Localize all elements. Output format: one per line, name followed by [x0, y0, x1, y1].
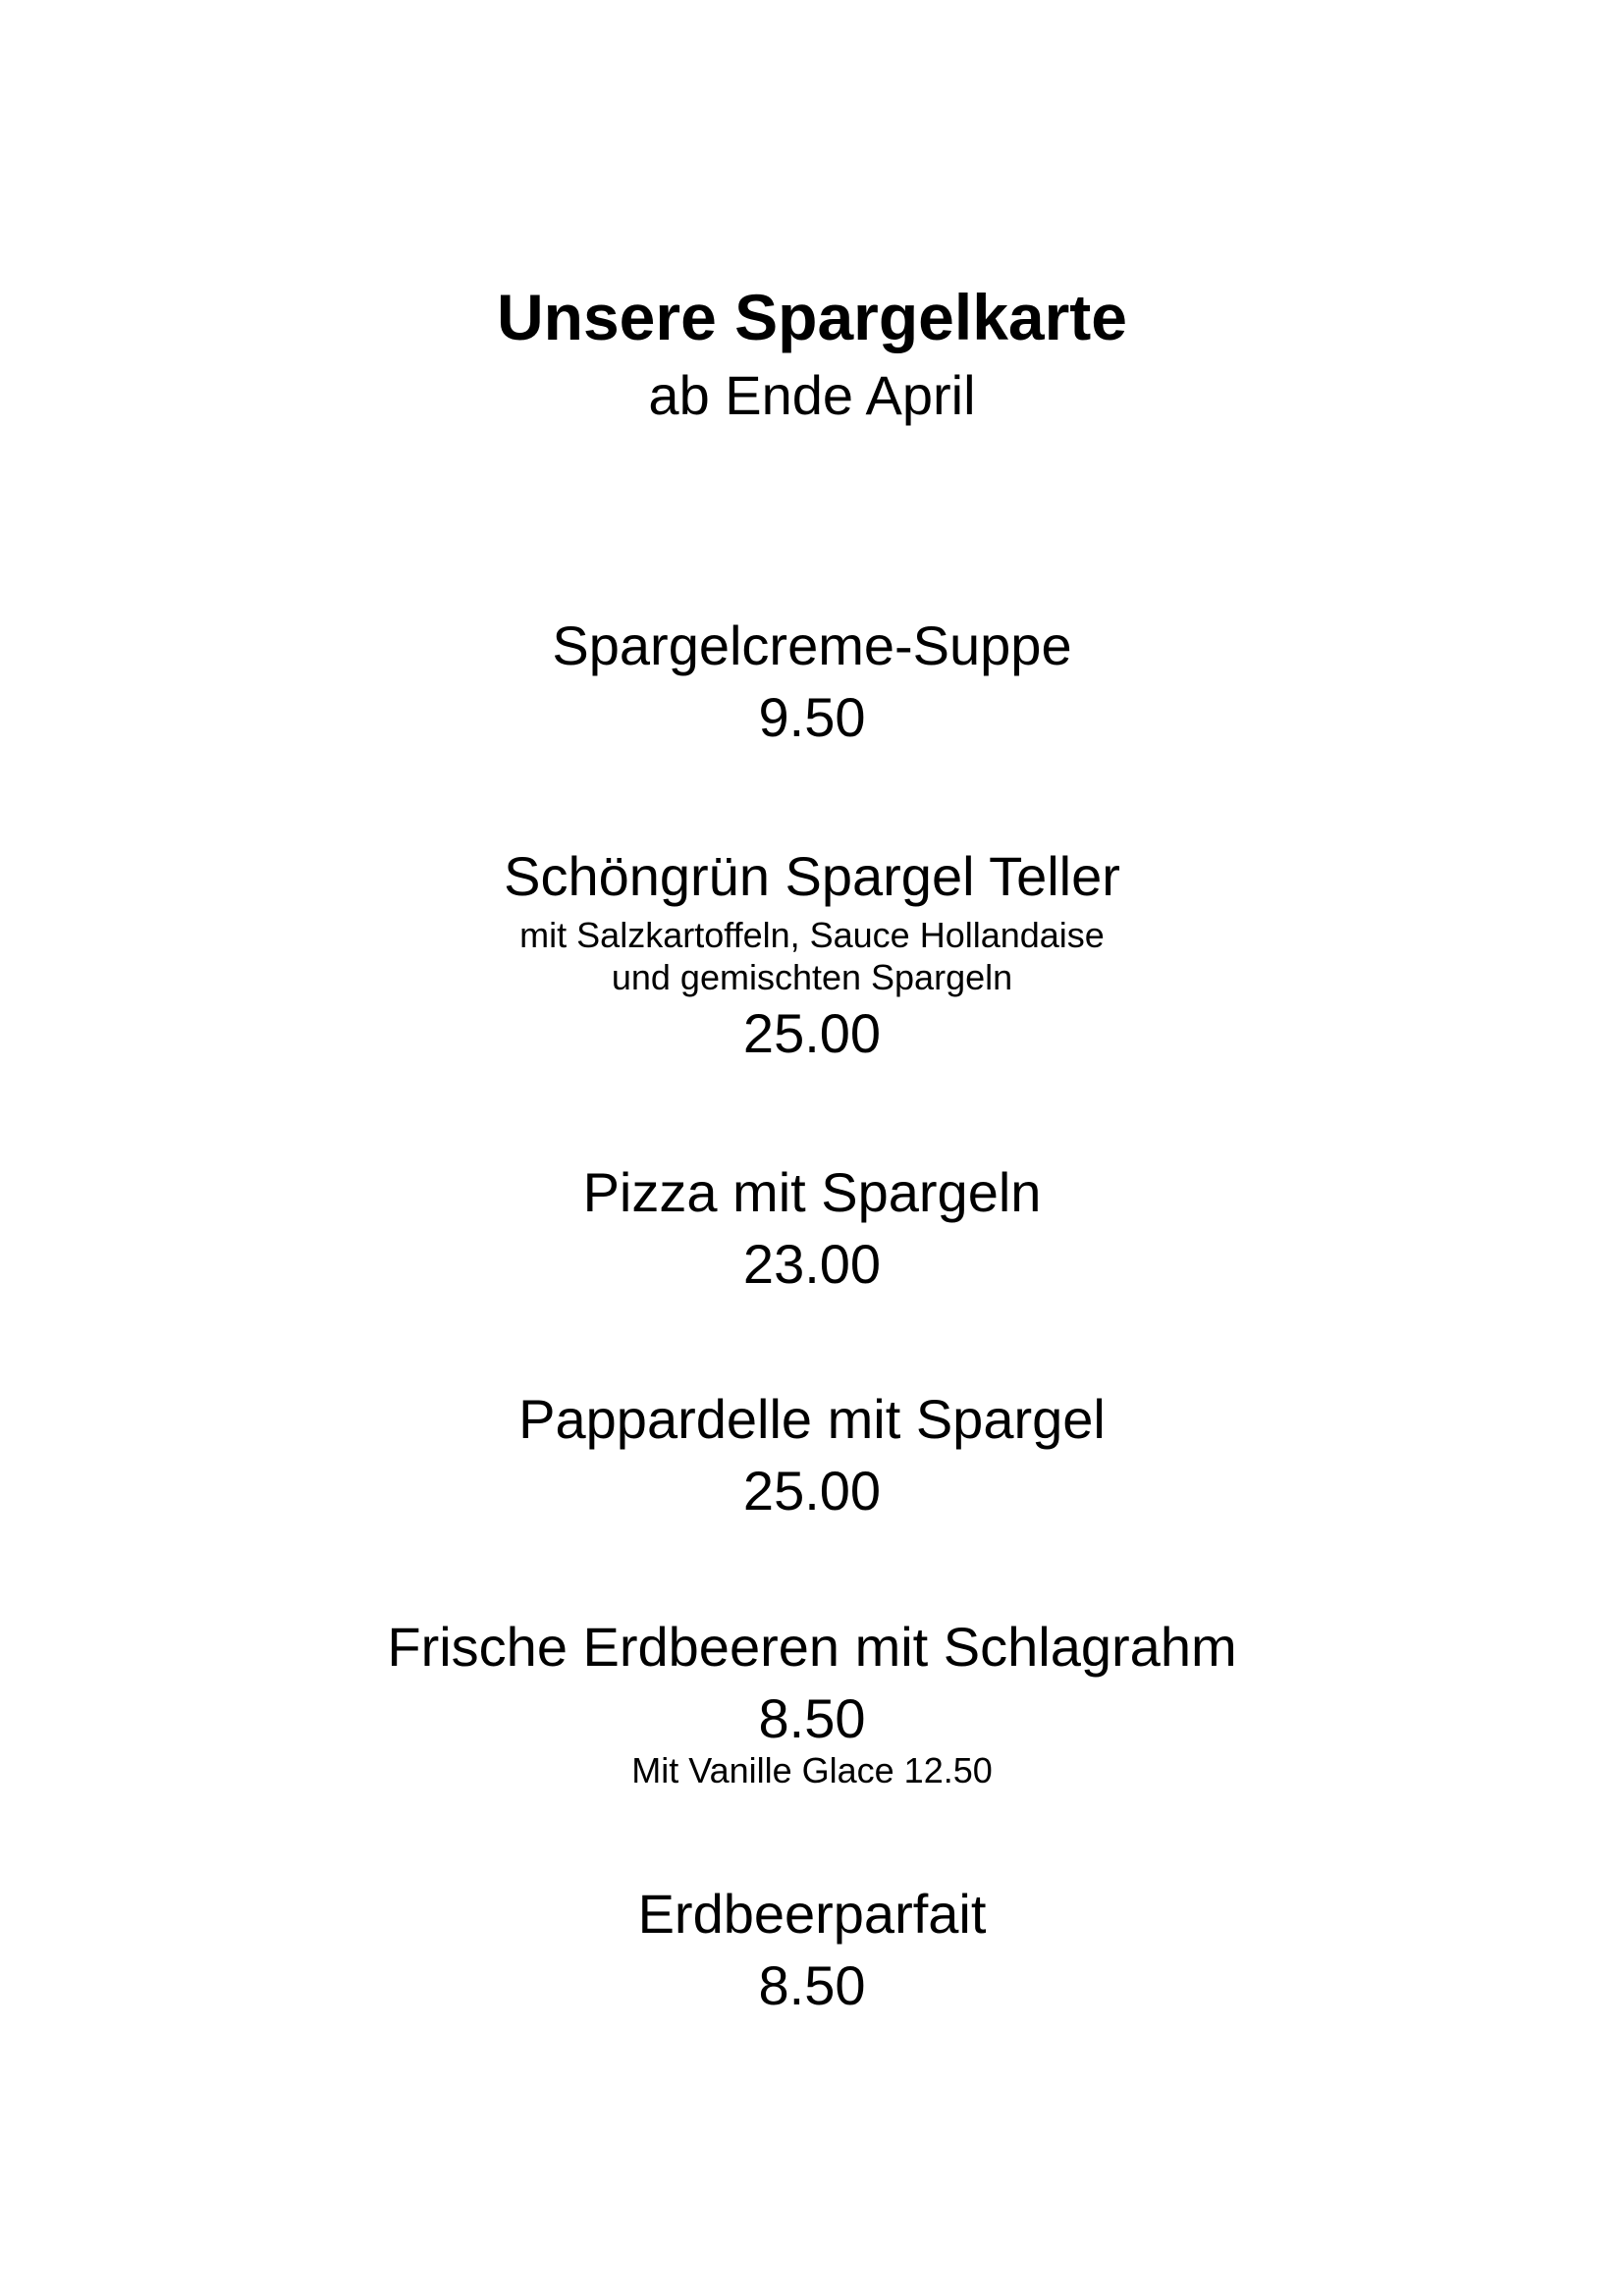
menu-item-name: Schöngrün Spargel Teller [504, 845, 1120, 907]
menu-item-price: 9.50 [758, 686, 866, 748]
menu-item-price: 25.00 [742, 1002, 882, 1064]
menu-item-price: 8.50 [758, 1687, 866, 1749]
menu-item-price: 8.50 [758, 1954, 866, 2016]
menu-item-name: Pappardelle mit Spargel [518, 1388, 1106, 1450]
menu-item-description: und gemischten Spargeln [611, 957, 1013, 997]
page-title: Unsere Spargelkarte [497, 281, 1127, 353]
menu-item-description: mit Salzkartoffeln, Sauce Hollandaise [519, 915, 1105, 955]
menu-item-name: Frische Erdbeeren mit Schlagrahm [387, 1616, 1237, 1678]
menu-item-name: Erdbeerparfait [637, 1883, 987, 1945]
menu-item-price: 23.00 [742, 1233, 882, 1295]
menu-item-price: 25.00 [742, 1460, 882, 1522]
menu-item-name: Spargelcreme-Suppe [552, 614, 1072, 676]
page-subtitle: ab Ende April [648, 364, 976, 426]
menu-item-name: Pizza mit Spargeln [582, 1161, 1042, 1223]
menu-item-note: Mit Vanille Glace 12.50 [631, 1750, 993, 1790]
